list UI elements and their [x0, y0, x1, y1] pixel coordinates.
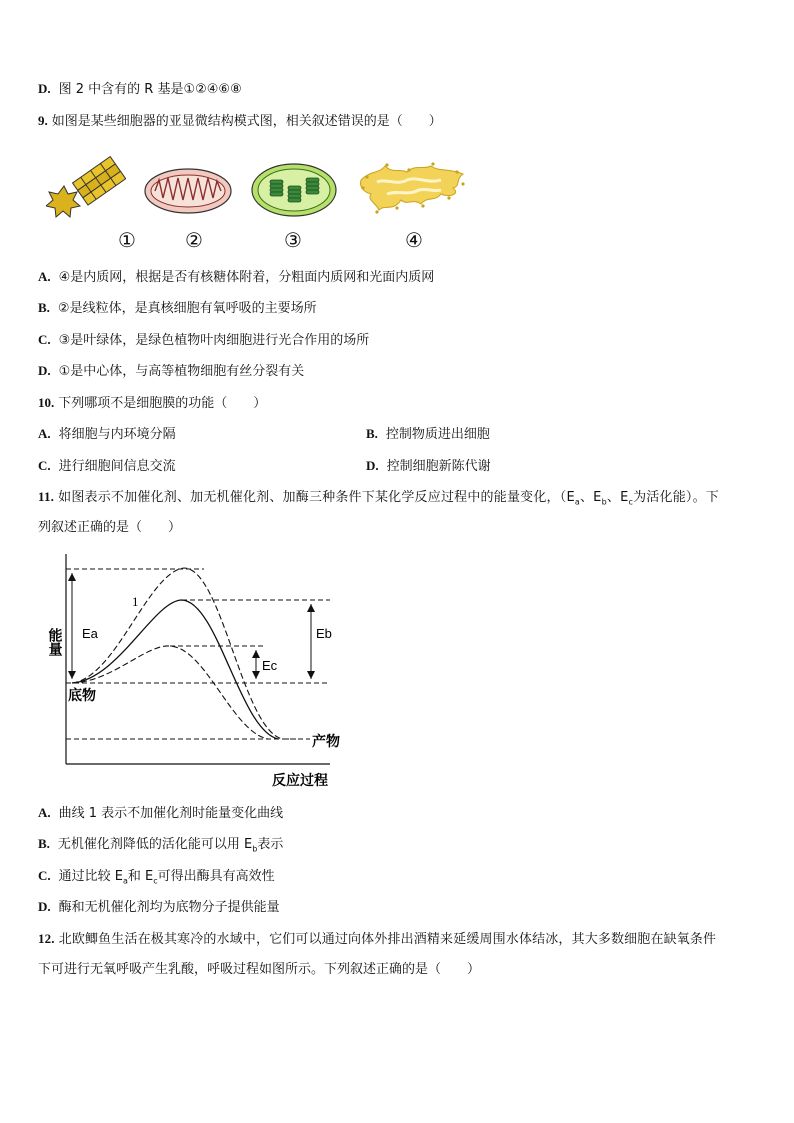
q11-option-c: C. 通过比较 $E_a$和 $E_c$可得出酶具有高效性	[38, 868, 275, 886]
q10-option-b: B. 控制物质进出细胞	[366, 426, 490, 442]
q10-stem: 10. 下列哪项不是细胞膜的功能（ ）	[38, 395, 267, 411]
y-axis-label: 能量	[46, 628, 62, 656]
q10-option-a: A. 将细胞与内环境分隔	[38, 426, 176, 442]
q11-option-b: B. 无机催化剂降低的活化能可以用 $E_b$表示	[38, 836, 284, 854]
q12-stem-line2: 下可进行无氧呼吸产生乳酸，呼吸过程如图所示。下列叙述正确的是（ ）	[38, 962, 481, 977]
endoplasmic-reticulum-figure	[357, 160, 469, 218]
figure-label-1: ①	[118, 228, 136, 252]
q11-option-d: D. 酶和无机催化剂均为底物分子提供能量	[38, 899, 280, 915]
figure-label-4: ④	[405, 228, 423, 252]
ec-label: Ec	[262, 658, 278, 673]
q9-stem: 9. 如图是某些细胞器的亚显微结构模式图，相关叙述错误的是（ ）	[38, 113, 442, 129]
q9-option-b: B. ②是线粒体，是真核细胞有氧呼吸的主要场所	[38, 300, 317, 316]
q10-option-c: C. 进行细胞间信息交流	[38, 458, 176, 474]
q8-option-d: D. 图 2 中含有的 R 基是①②④⑥⑧	[38, 81, 242, 97]
q9-option-d: D. ①是中心体，与高等植物细胞有丝分裂有关	[38, 363, 305, 379]
curve-1-label: 1	[132, 594, 139, 609]
centriole-figure	[46, 156, 126, 222]
q9-option-a: A. ④是内质网，根据是否有核糖体附着，分粗面内质网和光面内质网	[38, 269, 435, 285]
chloroplast-figure	[250, 162, 338, 218]
q10-option-d: D. 控制细胞新陈代谢	[366, 458, 491, 474]
eb-label: Eb	[316, 626, 332, 641]
curve-enzyme	[72, 646, 268, 739]
mitochondrion-figure	[143, 166, 233, 216]
x-axis-label: 反应过程	[272, 774, 328, 789]
curve-1	[72, 600, 278, 739]
figure-label-3: ③	[284, 228, 302, 252]
q11-option-a: A. 曲线 1 表示不加催化剂时能量变化曲线	[38, 805, 284, 821]
q11-stem-line1: 11. 如图表示不加催化剂、加无机催化剂、加酶三种条件下某化学反应过程中的能量变化，（$E_a$、$E_b$、$E_c$为活化能）。下	[38, 489, 720, 507]
energy-diagram	[36, 548, 356, 793]
q9-option-c: C. ③是叶绿体，是绿色植物叶肉细胞进行光合作用的场所	[38, 332, 370, 348]
figure-label-2: ②	[185, 228, 203, 252]
q11-stem-line2: 列叙述正确的是（ ）	[38, 520, 182, 535]
ea-label: Ea	[82, 626, 98, 641]
product-label: 产物	[312, 735, 340, 750]
substrate-label: 底物	[68, 689, 96, 704]
curve-uncatalyzed	[72, 568, 296, 739]
q12-stem-line1: 12. 北欧鲫鱼生活在极其寒冷的水域中，它们可以通过向体外排出酒精来延缓周围水体结冰，其大多数细胞在缺氧条件	[38, 931, 717, 947]
